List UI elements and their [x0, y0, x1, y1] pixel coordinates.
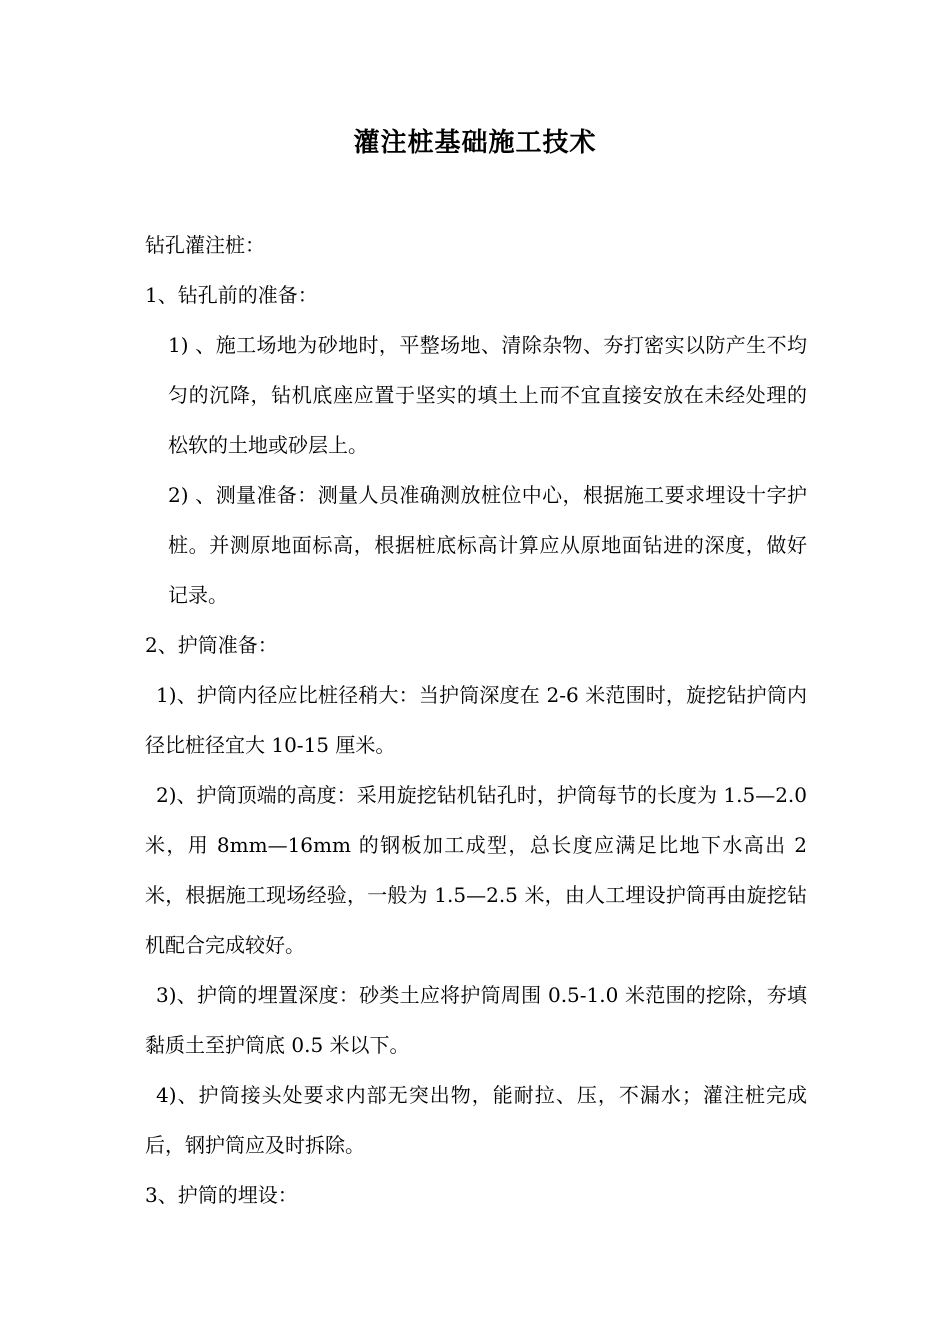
section-heading-3: 3、护筒的埋设： [145, 1183, 298, 1207]
list-item: 2)、护筒顶端的高度：采用旋挖钻机钻孔时，护筒每节的长度为 1.5—2.0 米，用 8mm—16mm 的钢板加工成型，总长度应满足比地下水高出 2 米，根据施工现场经验，一般为 1.5—2.5 米，由人工埋设护筒再由旋挖钻机配合完成较好。 [145, 783, 807, 957]
paragraph-intro: 钻孔灌注桩： [145, 233, 265, 257]
list-item: 1) 、施工场地为砂地时，平整场地、清除杂物、夯打密实以防产生不均匀的沉降，钻机底座应置于坚实的填土上而不宜直接安放在未经处理的松软的土地或砂层上。 [168, 333, 807, 457]
section-heading-1: 1、钻孔前的准备： [145, 283, 318, 307]
list-item: 1)、护筒内径应比桩径稍大：当护筒深度在 2-6 米范围时，旋挖钻护筒内径比桩径宜大 10-15 厘米。 [145, 683, 807, 757]
list-item: 4)、护筒接头处要求内部无突出物，能耐拉、压，不漏水；灌注桩完成后，钢护筒应及时拆除。 [145, 1083, 807, 1157]
list-item: 3)、护筒的埋置深度：砂类土应将护筒周围 0.5-1.0 米范围的挖除，夯填黏质土至护筒底 0.5 米以下。 [145, 983, 807, 1057]
document-title: 灌注桩基础施工技术 [353, 128, 597, 158]
document-body [145, 220, 807, 1220]
section-heading-2: 2、护筒准备： [145, 633, 278, 657]
list-item: 2) 、测量准备：测量人员准确测放桩位中心，根据施工要求埋设十字护桩。并测原地面标高，根据桩底标高计算应从原地面钻进的深度，做好记录。 [168, 483, 807, 607]
